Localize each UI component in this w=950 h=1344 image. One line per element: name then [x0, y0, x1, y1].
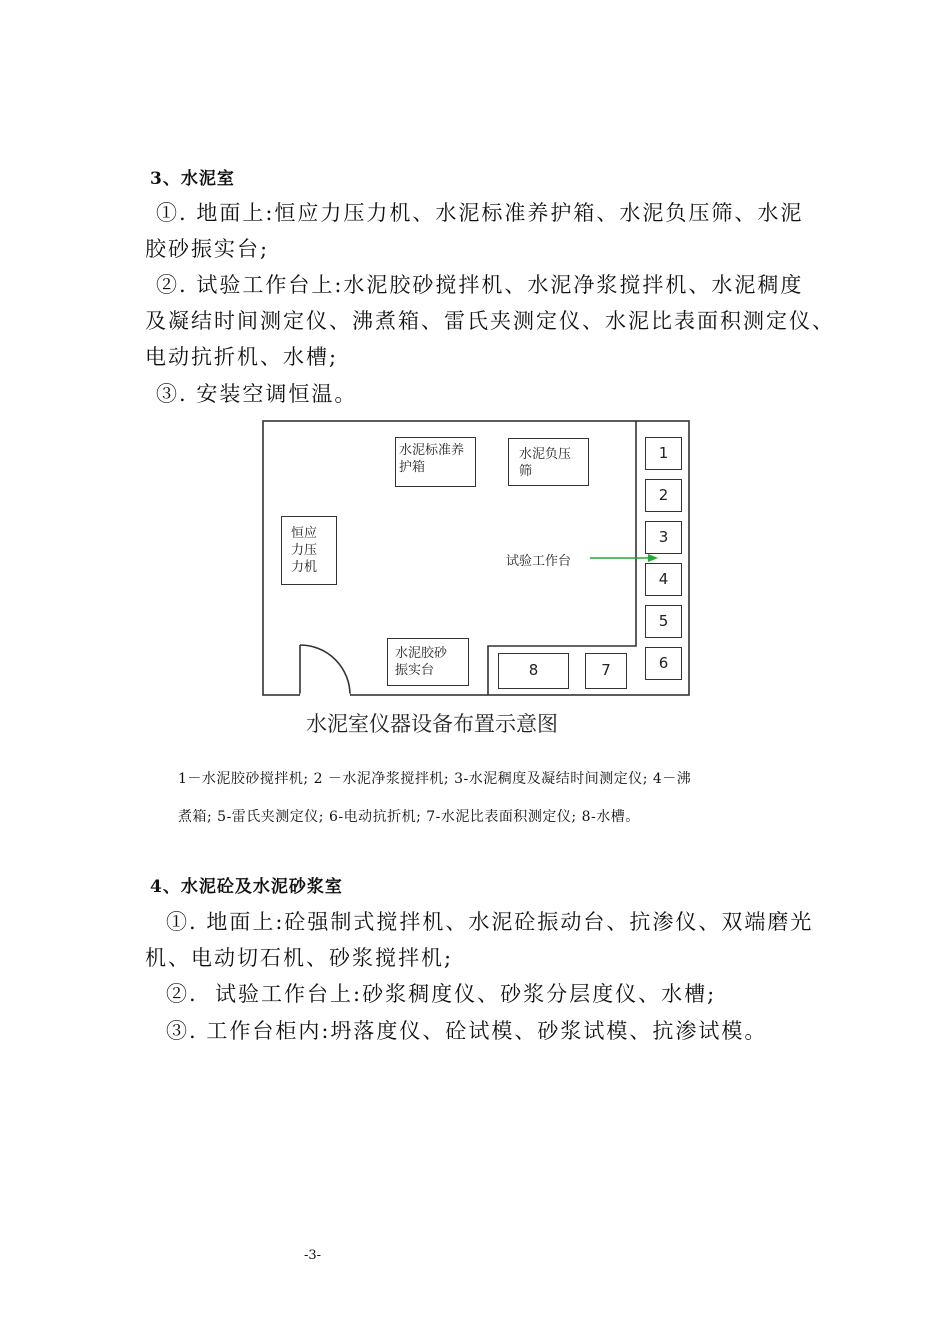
- section-3-line-5: 电动抗折机、水槽;: [145, 345, 339, 369]
- section-4-line-4: ③. 工作台柜内:坍落度仪、砼试模、砂浆试模、抗渗试模。: [166, 1019, 768, 1043]
- diagram-title: 水泥室仪器设备布置示意图: [306, 712, 558, 736]
- legend-line-2: 煮箱; 5-雷氏夹测定仪; 6-电动抗折机; 7-水泥比表面积测定仪; 8-水槽。: [178, 809, 640, 825]
- section-3-line-4: 及凝结时间测定仪、沸煮箱、雷氏夹测定仪、水泥比表面积测定仪、: [145, 309, 835, 333]
- station-2: 2: [645, 479, 682, 512]
- workbench-label: 试验工作台: [506, 554, 572, 569]
- station-3: 3: [645, 521, 682, 554]
- sieve-box: [508, 438, 589, 486]
- section-3-line-3: ②. 试验工作台上:水泥胶砂搅拌机、水泥净浆搅拌机、水泥稠度: [156, 273, 804, 297]
- station-1: 1: [645, 437, 682, 470]
- vibration-table-box: [387, 638, 469, 686]
- section-4-heading: 4、水泥砼及水泥砂浆室: [150, 877, 343, 897]
- section-3-line-1: ①. 地面上:恒应力压力机、水泥标准养护箱、水泥负压筛、水泥: [156, 201, 804, 225]
- press-box: [281, 516, 337, 585]
- curing-box: [395, 437, 476, 487]
- page-number: -3-: [304, 1248, 322, 1263]
- vibration-table-line-1: 水泥胶砂: [395, 646, 448, 661]
- section-3-line-2: 胶砂振实台;: [145, 237, 270, 261]
- press-box-line-1: 恒应: [291, 526, 318, 541]
- sieve-box-line-2: 筛: [519, 464, 533, 479]
- station-7: 7: [585, 653, 627, 689]
- vibration-table-line-2: 振实台: [395, 663, 435, 678]
- sieve-box-line-1: 水泥负压: [519, 447, 572, 462]
- station-6: 6: [645, 647, 682, 680]
- section-3-heading: 3、水泥室: [150, 169, 235, 189]
- press-box-line-3: 力机: [291, 560, 318, 575]
- section-4-line-1: ①. 地面上:砼强制式搅拌机、水泥砼振动台、抗渗仪、双端磨光: [166, 910, 814, 934]
- section-4-line-3: ②. 试验工作台上:砂浆稠度仪、砂浆分层度仪、水槽;: [166, 982, 717, 1006]
- legend-line-1: 1－水泥胶砂搅拌机; 2 －水泥净浆搅拌机; 3-水泥稠度及凝结时间测定仪; 4－沸: [178, 771, 692, 787]
- press-box-line-2: 力压: [291, 543, 318, 558]
- station-5: 5: [645, 605, 682, 638]
- station-4: 4: [645, 563, 682, 596]
- section-3-line-6: ③. 安装空调恒温。: [156, 382, 358, 406]
- station-8: 8: [498, 653, 569, 689]
- curing-box-line-1: 水泥标准养: [399, 443, 465, 458]
- curing-box-line-2: 护箱: [399, 460, 426, 475]
- section-4-line-2: 机、电动切石机、砂浆搅拌机;: [145, 946, 454, 970]
